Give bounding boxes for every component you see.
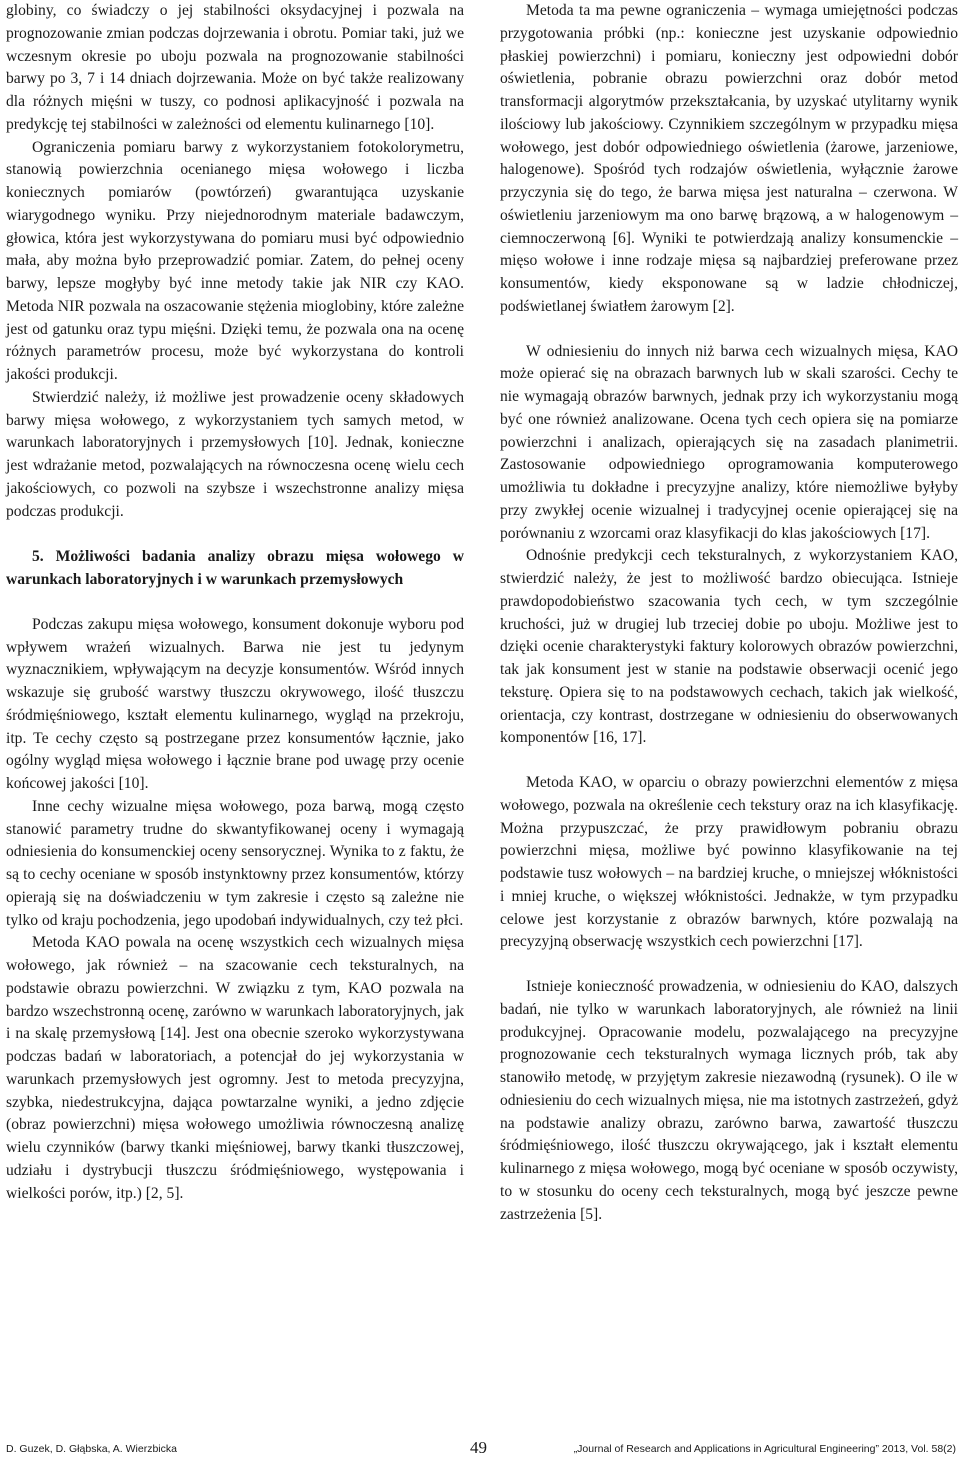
section-heading: 5. Możliwości badania analizy obrazu mięsa wołowego w warunkach laboratoryjnych i w warunkach przemysłowych <box>6 548 464 588</box>
spacer <box>6 592 464 614</box>
spacer <box>6 523 464 546</box>
paragraph: Metoda KAO, w oparciu o obrazy powierzchni elementów z mięsa wołowego, pozwala na określenie cech tekstury oraz na ich klasyfikację. Można przypuszczać, że przy prawidłowym pobraniu obrazu powierzchni mięsa, możliwe być powinno klasyfikowanie na tej podstawie tusz wołowych – na bardziej kruche, o mniejszej włóknistości i mniej kruche, o większej włóknistości. Jednakże, w tym przypadku celowe jest korzystanie z obrazów barwnych, które pozwalają na precyzyjną obserwację wszystkich cech powierzchni [17]. <box>500 774 958 951</box>
paragraph: globiny, co świadczy o jej stabilności oksydacyjnej i pozwala na prognozowanie zmian podczas dojrzewania i obrotu. Pomiar taki, już we wczesnym okresie po uboju pozwala na prognozowanie stabilności barwy po 3, 7 i 14 dniach dojrzewania. Może on być także realizowany dla różnych mięśni w tuszy, co podnosi aplikacyjność i pozwala na predykcję tej stabilności w zależności od elementu kulinarnego [10]. <box>6 2 464 133</box>
footer-journal: „Journal of Research and Applications in Agricultural Engineering” 2013, Vol. 58(2) <box>573 1443 956 1455</box>
paragraph: Inne cechy wizualne mięsa wołowego, poza barwą, mogą często stanowić parametry trudne do skwantyfikowanej oceny i wymagają odniesienia do konsumenckiej oceny sensorycznej. Wynika to z faktu, że są to cechy oceniane w sposób instynktowny przez konsumentów, którzy opierają się na doświadczeniu w tym zakresie i często są zależne nie tylko od kraju pochodzenia, jego upodobań indywidualnych, czy też płci. <box>6 797 464 929</box>
footer-authors: D. Guzek, D. Głąbska, A. Wierzbicka <box>6 1443 177 1455</box>
spacer <box>500 750 958 772</box>
right-column <box>500 0 958 1226</box>
paragraph: Odnośnie predykcji cech teksturalnych, z wykorzystaniem KAO, stwierdzić należy, że jest to możliwość bardzo obiecująca. Istnieje prawdopodobieństwo szacowania tych cech, w tym szczególnie kruchości, już w drugiej lub trzeciej dobie po uboju. Możliwe jest to dzięki ocenie charakterystyki faktury kolorowych obrazów powierzchni, tak jak konsument jest w stanie na podstawie obserwacji ocenić jego teksturę. Opiera się to na podstawowych cechach, takich jak wielkość, orientacja, czy kontrast, dostrzegane w odniesieniu do obserwowanych komponentów [16, 17]. <box>500 547 958 747</box>
paragraph: Metoda ta ma pewne ograniczenia – wymaga umiejętności podczas przygotowania próbki (np.: konieczne jest uzyskanie odpowiednio płaskiej powierzchni) i pomiaru, konieczny jest odpowiedni dobór oświetlenia, pobranie obrazu powierzchni oraz dobór metod transformacji algorytmów przekształcania, by uzyskać utylitarny wynik ilościowy lub jakościowy. Czynnikiem szczególnym w przypadku mięsa wołowego, jest dobór odpowiedniego oświetlenia (żarowe, jarzeniowe, halogenowe). Spośród tych rodzajów oświetlenia, wyłącznie żarowe przyczynia się do tego, że barwa mięsa jest naturalna – czerwona. W oświetleniu jarzeniowym ma ono barwę brązową, a w halogenowym – ciemnoczerwoną [6]. Wyniki te potwierdzają analizy konsumenckie – mięso wołowe i inne rodzaje mięsa są najbardziej preferowane przez konsumentów, kiedy eksponowane są w ladzie chłodniczej, podświetlanej światłem żarowym [2]. <box>500 2 958 315</box>
paragraph: Ograniczenia pomiaru barwy z wykorzystaniem fotokolorymetru, stanowią powierzchnia ocenianego mięsa wołowego i liczba koniecznych pomiarów (powtórzeń) gwarantująca uzyskanie wiarygodnego wyniku. Przy niejednorodnym materiale badawczym, głowica, która jest wykorzystywana do pomiaru musi być odpowiednio mała, aby można było przeprowadzić pomiar. Zatem, do pełnej oceny barwy, lepsze mogłyby być inne metody takie jak NIR czy KAO. Metoda NIR pozwala na oszacowanie stężenia mioglobiny, które zależne jest od gatunku oraz typu mięśni. Dzięki temu, że pozwala ona na ocenę różnych parametrów procesu, może być wykorzystana do kontroli jakości produkcji. <box>6 138 464 383</box>
spacer <box>500 319 958 341</box>
paragraph: Istnieje konieczność prowadzenia, w odniesieniu do KAO, dalszych badań, nie tylko w warunkach laboratoryjnych, ale również na linii produkcyjnej. Opracowanie modelu, pozwalającego na precyzyjne prognozowanie cech teksturalnych wymaga licznych prób, tak aby stanowiło metodę, w przyjętym zakresie niezawodną (rysunek). O ile w odniesieniu do cech wizualnych mięsa, nie ma istotnych zastrzeżeń, gdyż na podstawie analizy obrazu, zarówno barwa, zawartość tłuszczu śródmięśniowego, ilość tłuszczu okrywającego, jak i kształt elementu kulinarnego z mięsa wołowego, mogą być oceniane w sposób oczywisty, to w stosunku do oceny cech teksturalnych, mogą być jeszcze pewne zastrzeżenia [5]. <box>500 978 958 1223</box>
spacer <box>500 954 958 976</box>
paragraph: W odniesieniu do innych niż barwa cech wizualnych mięsa, KAO może opierać się na obrazach barwnych lub w skali szarości. Cechy te nie wymagają obrazów barwnych, jednak przy ich wykorzystaniu mogą być one również analizowane. Ocena tych cech opiera się na pomiarze powierzchni i analizach, opierających się na zasadach planimetrii. Zastosowanie odpowiedniego oprogramowania komputerowego umożliwia tu dokładne i precyzyjne analizy, które niemożliwe byłyby przy zwykłej ocenie wizualnej i tradycyjnej ocenie opierającej się na porównaniu z wzorcami oraz klasyfikacji do klas jakościowych [17]. <box>500 342 958 542</box>
paragraph: Podczas zakupu mięsa wołowego, konsument dokonuje wyboru pod wpływem wrażeń wizualnych. Barwa nie jest tu jedynym wyznacznikiem, wpływającym na decyzje konsumentów. Wśród innych wskazuje się grubość warstwy tłuszczu okrywowego, ilość tłuszczu śródmięśniowego, kształt elementu kulinarnego, wygląd na przekroju, itp. Te cechy często są postrzegane przez konsumentów łącznie, jako ogólny wygląd mięsa wołowego i łącznie brane pod uwagę przy ocenie końcowej jakości [10]. <box>6 615 464 792</box>
paragraph: Metoda KAO powala na ocenę wszystkich cech wizualnych mięsa wołowego, jak również – na szacowanie cech teksturalnych, na podstawie obrazu powierzchni. W związku z tym, KAO pozwala na bardzo wszechstronną ocenę, zarówno w warunkach laboratoryjnych, jak i na skalę przemysłową [14]. Jest ona obecnie szeroko wykorzystywana podczas badań w laboratoriach, a potencjał do jej wykorzystania w warunkach przemysłowych jest ogromny. Jest to metoda precyzyjna, szybka, niedestrukcyjna, dająca powtarzalne wyniki, a jedno zdjęcie (obraz powierzchni) mięsa wołowego umożliwia równoczesną analizę wielu czynników (barwy tkanki mięśniowej, barwy tkanki tłuszczowej, udziału i dystrybucji tłuszczu śródmięśniowego, występowania i wielkości porów, itp.) [2, 5]. <box>6 934 464 1202</box>
page-number: 49 <box>470 1438 487 1457</box>
left-column <box>6 0 464 1205</box>
paragraph: Stwierdzić należy, iż możliwe jest prowadzenie oceny składowych barwy mięsa wołowego, z wykorzystaniem tych samych metod, w warunkach laboratoryjnych i przemysłowych [10]. Jednak, konieczne jest wdrażanie metod, pozwalających na równoczesna ocenę wielu cech jakościowych, co pozwoli na szybsze i wszechstronne analizy mięsa podczas produkcji. <box>6 388 464 520</box>
